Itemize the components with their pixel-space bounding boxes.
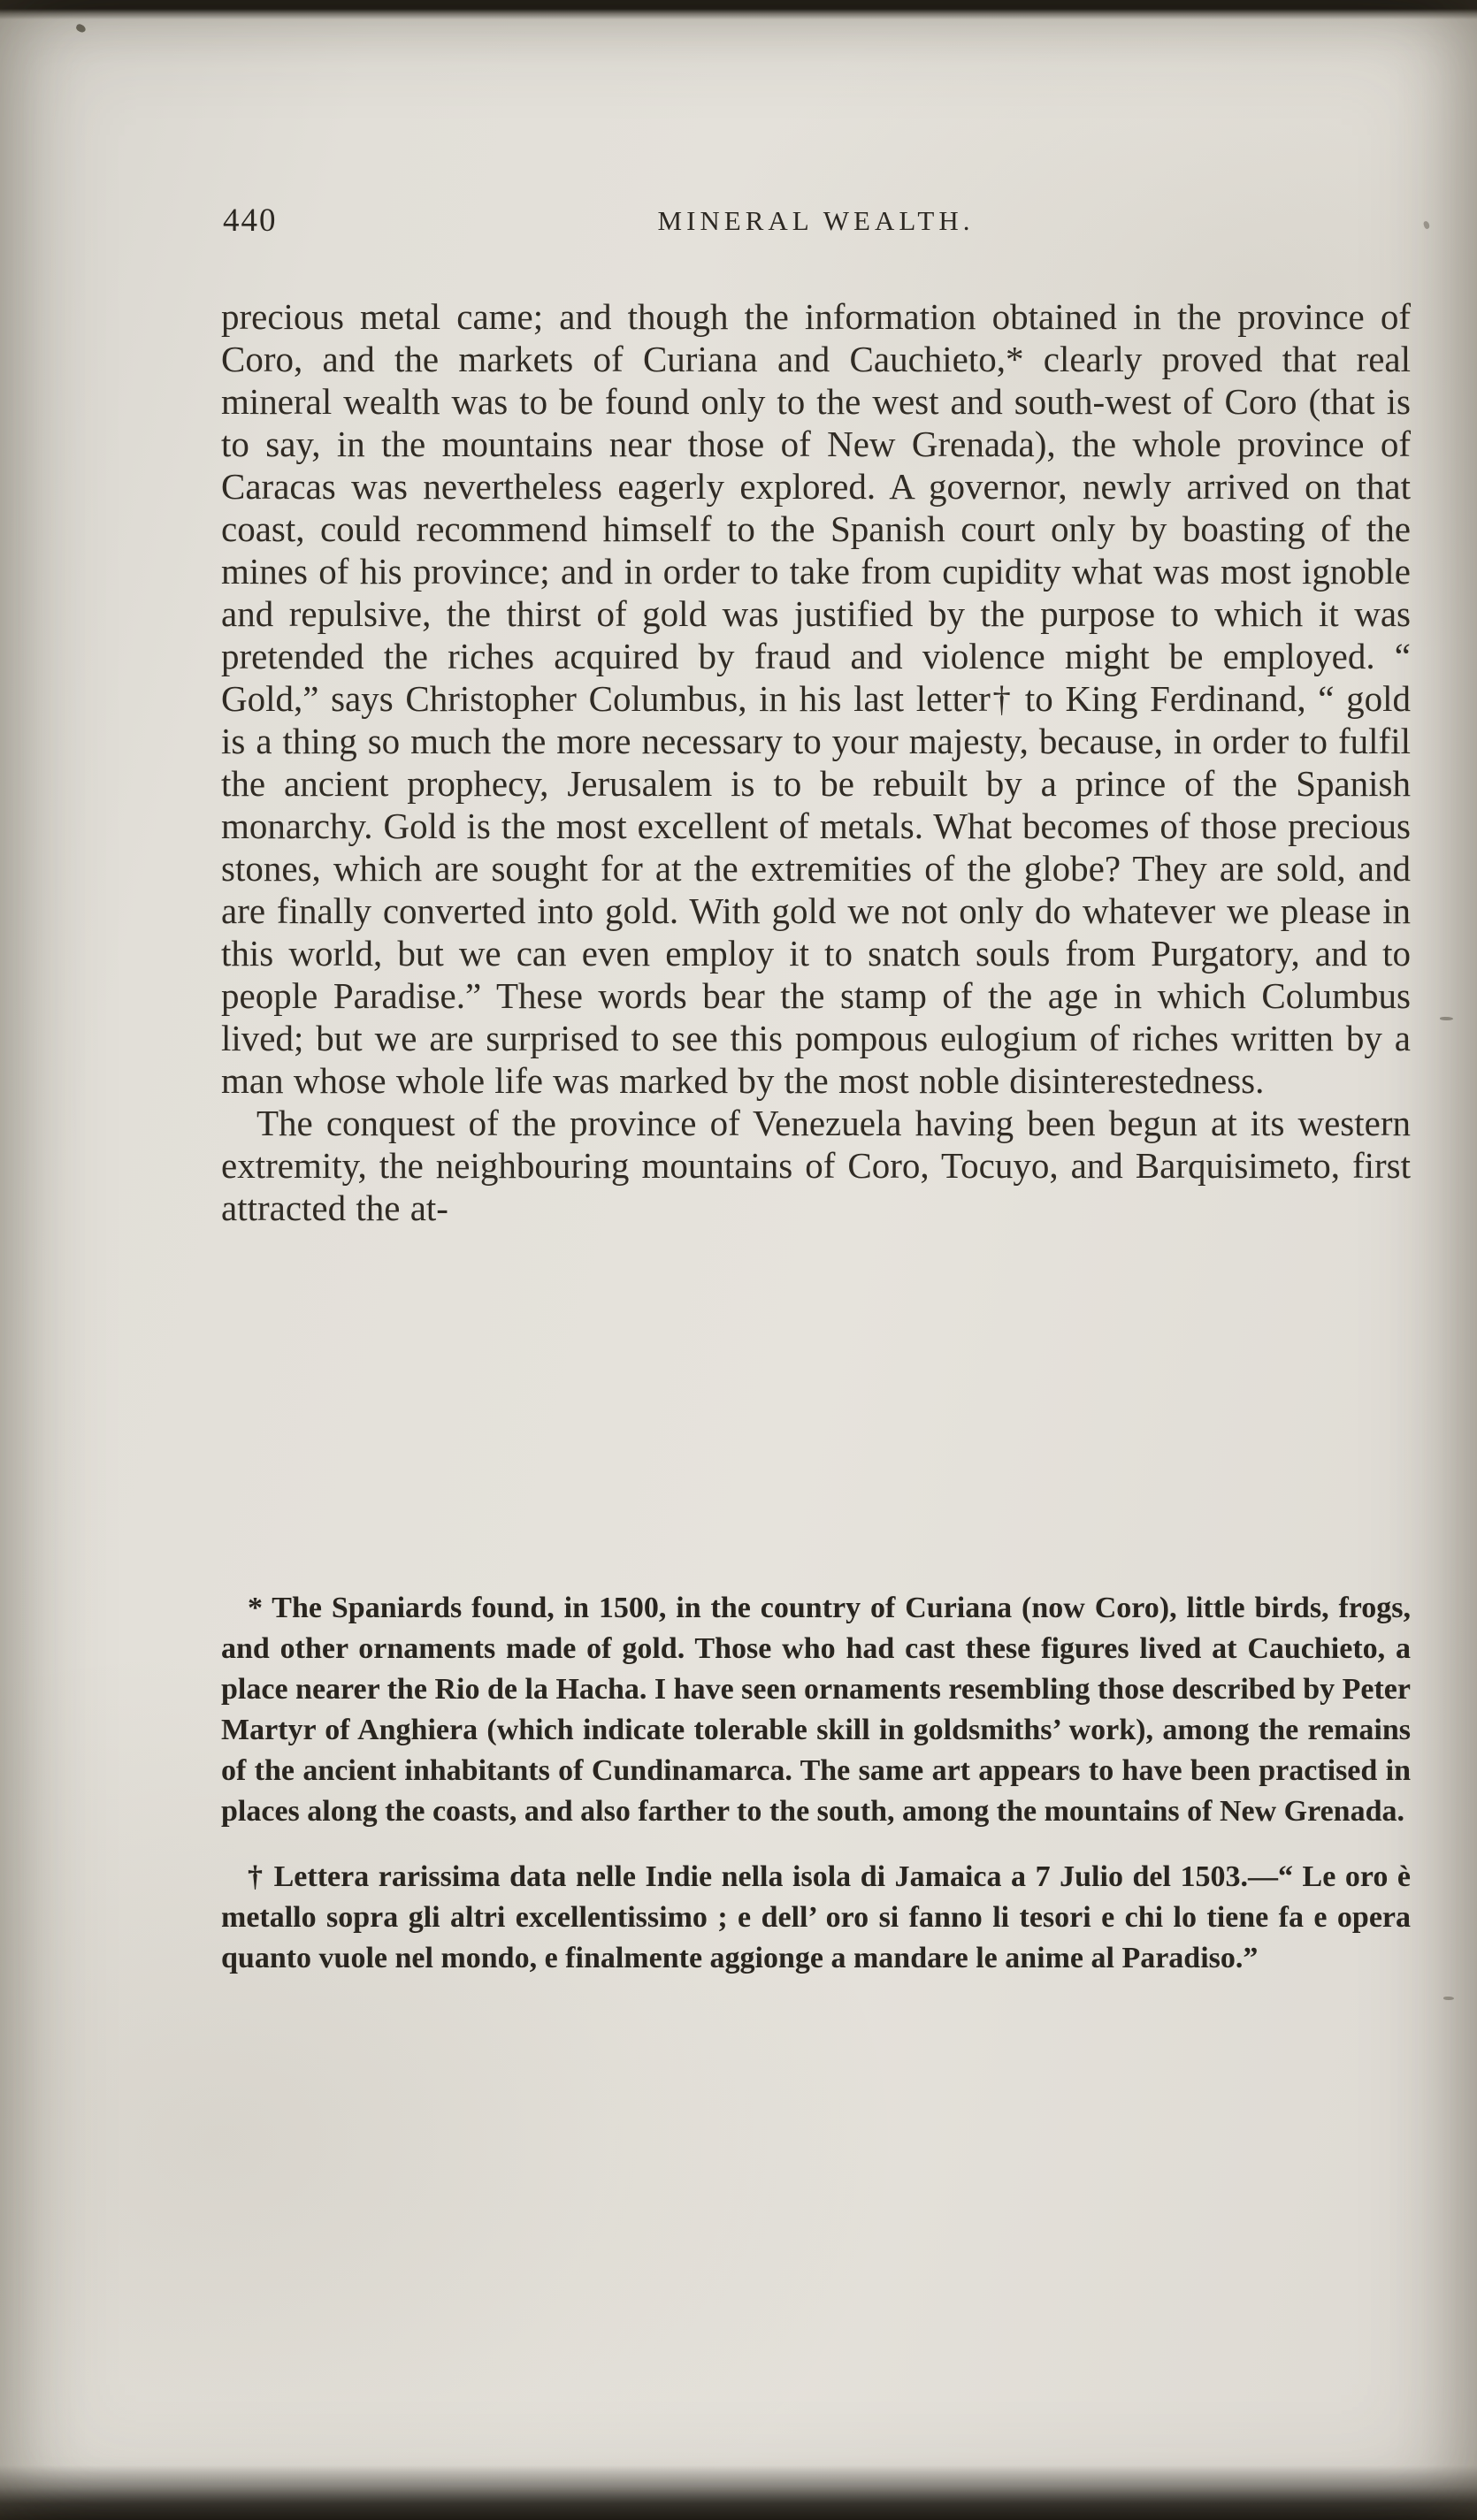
paragraph: The conquest of the province of Venezuela having been begun at its western extremity, the neighbouring mountains of Coro, Tocuyo, and Barquisimeto, first attracted the at- bbox=[221, 1103, 1411, 1228]
scan-speck bbox=[1443, 1997, 1454, 2000]
footnote-dagger: † Lettera rarissima data nelle Indie nella isola di Jamaica a 7 Julio del 1503.—“ Le oro è metallo sopra gli altri excellentissimo ; e dell’ oro si fanno li tesori e chi lo tiene fa e opera quanto vuole nel mondo, e finalmente aggionge a mandare le anime al Paradiso.” bbox=[221, 1860, 1411, 1974]
running-title: MINERAL WEALTH. bbox=[657, 205, 975, 236]
body-text bbox=[221, 295, 1411, 1229]
scan-edge-bottom bbox=[0, 2465, 1477, 2520]
scan-speck bbox=[1440, 1017, 1453, 1020]
page-number: 440 bbox=[223, 202, 278, 239]
page-header bbox=[221, 200, 1411, 239]
scan-speck bbox=[1423, 220, 1430, 229]
footnotes-section bbox=[221, 1588, 1411, 1979]
paragraph: precious metal came; and though the information obtained in the province of Coro, and the markets of Curiana and Cauchieto,* clearly proved that real mineral wealth was to be found only to the west and south-west of Coro (that is to say, in the mountains near those of New Grenada), the whole province of Caracas was nevertheless eagerly explored. A governor, newly arrived on that coast, could recommend himself to the Spanish court only by boasting of the mines of his province; and in order to take from cupidity what was most ignoble and repulsive, the thirst of gold was justified by the purpose to which it was pretended the riches acquired by fraud and violence might be employed. “ Gold,” says Christopher Columbus, in his last letter† to King Ferdinand, “ gold is a thing so much the more necessary to your majesty, because, in order to fulfil the ancient prophecy, Jerusalem is to be rebuilt by a prince of the Spanish monarchy. Gold is the most excellent of metals. What becomes of those precious stones, which are sought for at the extremities of the globe? They are sold, and are finally converted into gold. With gold we not only do whatever we please in this world, but we can even employ it to snatch souls from Purgatory, and to people Paradise.” These words bear the stamp of the age in which Columbus lived; but we are surprised to see this pompous eulogium of riches written by a man whose whole life was marked by the most noble disinterestedness. bbox=[221, 296, 1411, 1101]
scan-edge-top bbox=[0, 0, 1477, 19]
scan-speck bbox=[75, 23, 87, 34]
footnote-asterisk: * The Spaniards found, in 1500, in the country of Curiana (now Coro), little birds, frogs, and other ornaments made of gold. Those who had cast these figures lived at Cauchieto, a place nearer the Rio de la Hacha. I have seen ornaments resembling those described by Peter Martyr of Anghiera (which indicate tolerable skill in goldsmiths’ work), among the remains of the ancient inhabitants of Cundinamarca. The same art appears to have been practised in places along the coasts, and also farther to the south, among the mountains of New Grenada. bbox=[221, 1592, 1411, 1828]
